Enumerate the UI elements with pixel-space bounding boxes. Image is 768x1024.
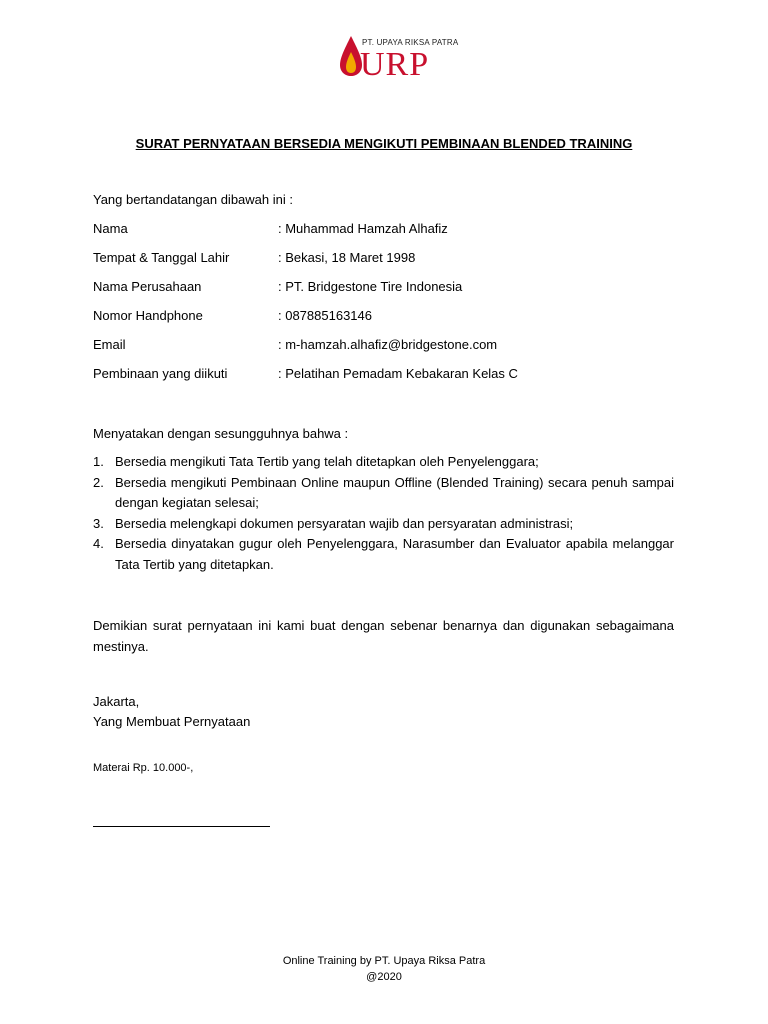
list-item [93,473,674,514]
field-row-phone [93,308,518,337]
field-label: Nama Perusahaan [93,279,202,294]
document-title: SURAT PERNYATAAN BERSEDIA MENGIKUTI PEMBINAAN BLENDED TRAINING [135,136,633,151]
stamp-duty-note: Materai Rp. 10.000-, [93,762,194,774]
field-value: : Pelatihan Pemadam Kebakaran Kelas C [278,366,518,381]
list-text: Bersedia mengikuti Pembinaan Online maupun Offline (Blended Training) secara penuh sampai dengan kegiatan selesai; [115,474,674,510]
list-number: 1. [93,454,104,469]
list-item [93,452,674,473]
closing-paragraph: Demikian surat pernyataan ini kami buat dengan sebenar benarnya dan digunakan sebagaimana mestinya. [93,618,674,654]
field-label: Email [93,337,126,352]
field-value: : Muhammad Hamzah Alhafiz [278,221,448,236]
list-item [93,514,674,535]
intro-text: Yang bertandatangan dibawah ini : [93,192,293,207]
logo-mark-text: URP [360,46,430,83]
company-logo [338,34,458,94]
list-item [93,534,674,575]
signature-line [93,826,270,827]
place-text: Jakarta, [93,694,140,709]
field-row-email [93,337,518,366]
list-number: 3. [93,515,104,531]
signer-role: Yang Membuat Pernyataan [93,714,251,729]
field-row-birth [93,250,518,279]
footer-line-2: @2020 [366,971,402,983]
field-label: Tempat & Tanggal Lahir [93,250,230,265]
footer-line-1: Online Training by PT. Upaya Riksa Patra [282,955,486,967]
logo-company-name: PT. UPAYA RIKSA PATRA [362,38,459,47]
list-text: Bersedia mengikuti Tata Tertib yang telah ditetapkan oleh Penyelenggara; [115,454,539,469]
list-number: 2. [93,474,104,490]
statement-intro: Menyatakan dengan sesungguhnya bahwa : [93,426,349,441]
list-text: Bersedia melengkapi dokumen persyaratan wajib dan persyaratan administrasi; [115,515,574,531]
field-value: : 087885163146 [278,308,372,323]
field-value: : m-hamzah.alhafiz@bridgestone.com [278,337,498,352]
field-row-name [93,221,518,250]
page-footer [0,953,768,985]
field-value: : PT. Bridgestone Tire Indonesia [278,279,463,294]
field-value: : Bekasi, 18 Maret 1998 [278,250,416,265]
signature-block [93,692,250,732]
field-row-training [93,366,518,395]
field-row-company [93,279,518,308]
statement-list [93,452,674,575]
identity-fields [93,221,518,395]
field-label: Nomor Handphone [93,308,203,323]
field-label: Nama [93,221,128,236]
list-text: Bersedia dinyatakan gugur oleh Penyelenggara, Narasumber dan Evaluator apabila melanggar Tata Tertib yang ditetapkan. [115,536,674,572]
field-label: Pembinaan yang diikuti [93,366,228,381]
list-number: 4. [93,536,104,551]
